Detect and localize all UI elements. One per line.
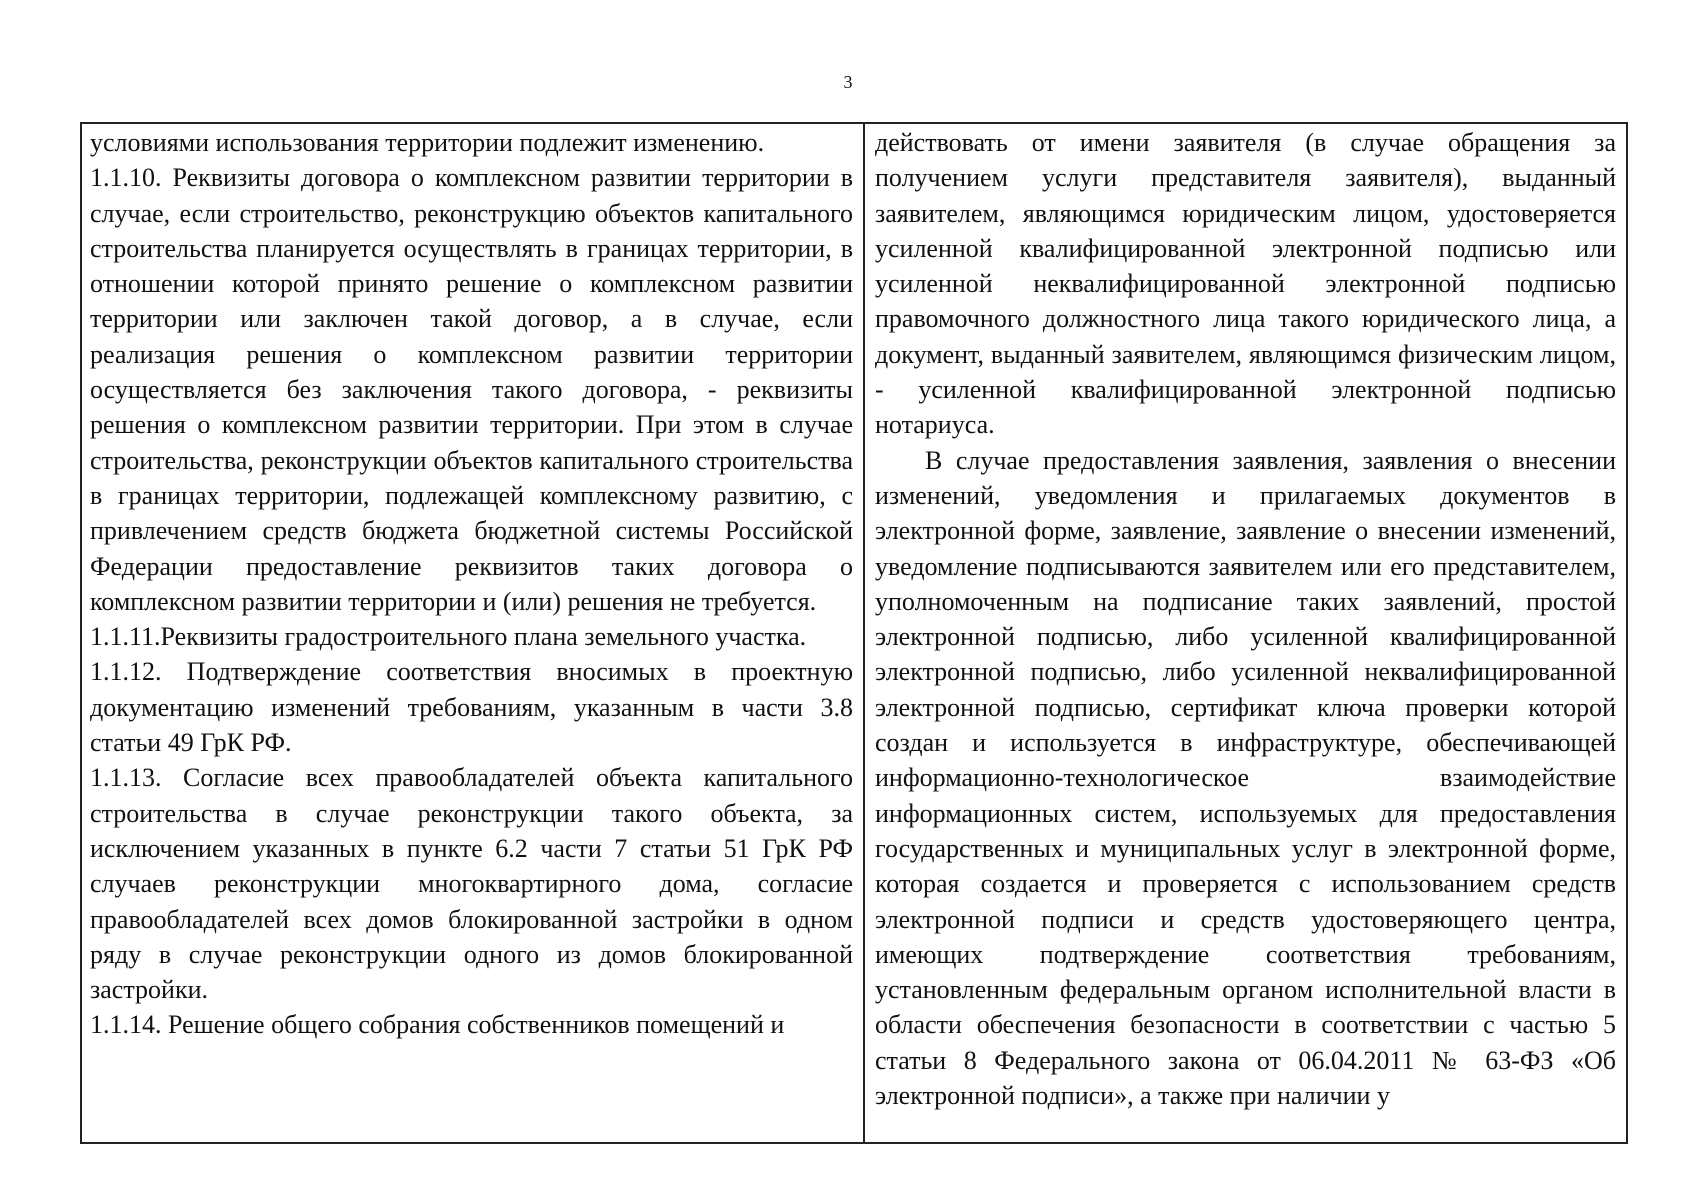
left-paragraph: 1.1.10. Реквизиты договора о комплексном развитии территории в случае, если строительство, реконструкцию объектов капитального строительства планируется осуществлять в границах территории, в отношении которой принято решение о комплексном развитии территории или заключен такой договор, а в случае, если реализация решения о комплексном развитии территории осуществляется без заключения такого договора, - реквизиты решения о комплексном развитии территории. При этом в случае строительства, реконструкции объектов капитального строительства в границах территории, подлежащей комплексному развитию, с привлечением средств бюджета бюджетной системы Российской Федерации предоставление реквизитов таких договора о комплексном развитии территории и (или) решения не требуется.	[90, 163, 853, 616]
right-column	[865, 124, 1626, 1142]
left-paragraph: условиями использования территории подлежит изменению.	[90, 128, 765, 157]
left-paragraph: 1.1.13. Согласие всех правообладателей объекта капитального строительства в случае реконструкции такого объекта, за исключением указанных в пункте 6.2 части 7 статьи 51 ГрК РФ случаев реконструкции многоквартирного дома, согласие правообладателей всех домов блокированной застройки в одном ряду в случае реконструкции одного из домов блокированной застройки.	[90, 763, 853, 1005]
left-column	[82, 124, 865, 1142]
left-paragraph: 1.1.14. Решение общего собрания собственников помещений и	[90, 1010, 785, 1040]
left-paragraph: 1.1.11.Реквизиты градостроительного плана земельного участка.	[90, 622, 807, 652]
right-paragraph: В случае предоставления заявления, заявления о внесении изменений, уведомления и прилагаемых документов в электронной форме, заявление, заявление о внесении изменений, уведомление подписываются заявителем или его представителем, уполномоченным на подписание таких заявлений, простой электронной подписью, либо усиленной квалифицированной электронной подписью, либо усиленной неквалифицированной электронной подписью, сертификат ключа проверки которой создан и используется в инфраструктуре, обеспечивающей информационно-технологическое взаимодействие информационных систем, используемых для предоставления государственных и муниципальных услуг в электронной форме, которая создается и проверяется с использованием средств электронной подписи и средств удостоверяющего центра, имеющих подтверждение соответствия требованиям, установленным федеральным органом исполнительной власти в области обеспечения безопасности в соответствии с частью 5 статьи 8 Федерального закона от 06.04.2011 № 63-ФЗ «Об электронной подписи», а также при наличии у	[875, 445, 1616, 1111]
left-paragraph: 1.1.12. Подтверждение соответствия вносимых в проектную документацию изменений требованиям, указанным в части 3.8 статьи 49 ГрК РФ.	[90, 657, 853, 758]
page-number: 3	[843, 72, 853, 92]
document-table	[80, 122, 1628, 1144]
right-paragraph: действовать от имени заявителя (в случае обращения за получением услуги представителя заявителя), выданный заявителем, являющимся юридическим лицом, удостоверяется усиленной квалифицированной электронной подписью или усиленной неквалифицированной электронной подписью правомочного должностного лица такого юридического лица, а документ, выданный заявителем, являющимся физическим лицом, - усиленной квалифицированной электронной подписью нотариуса.	[875, 128, 1616, 440]
